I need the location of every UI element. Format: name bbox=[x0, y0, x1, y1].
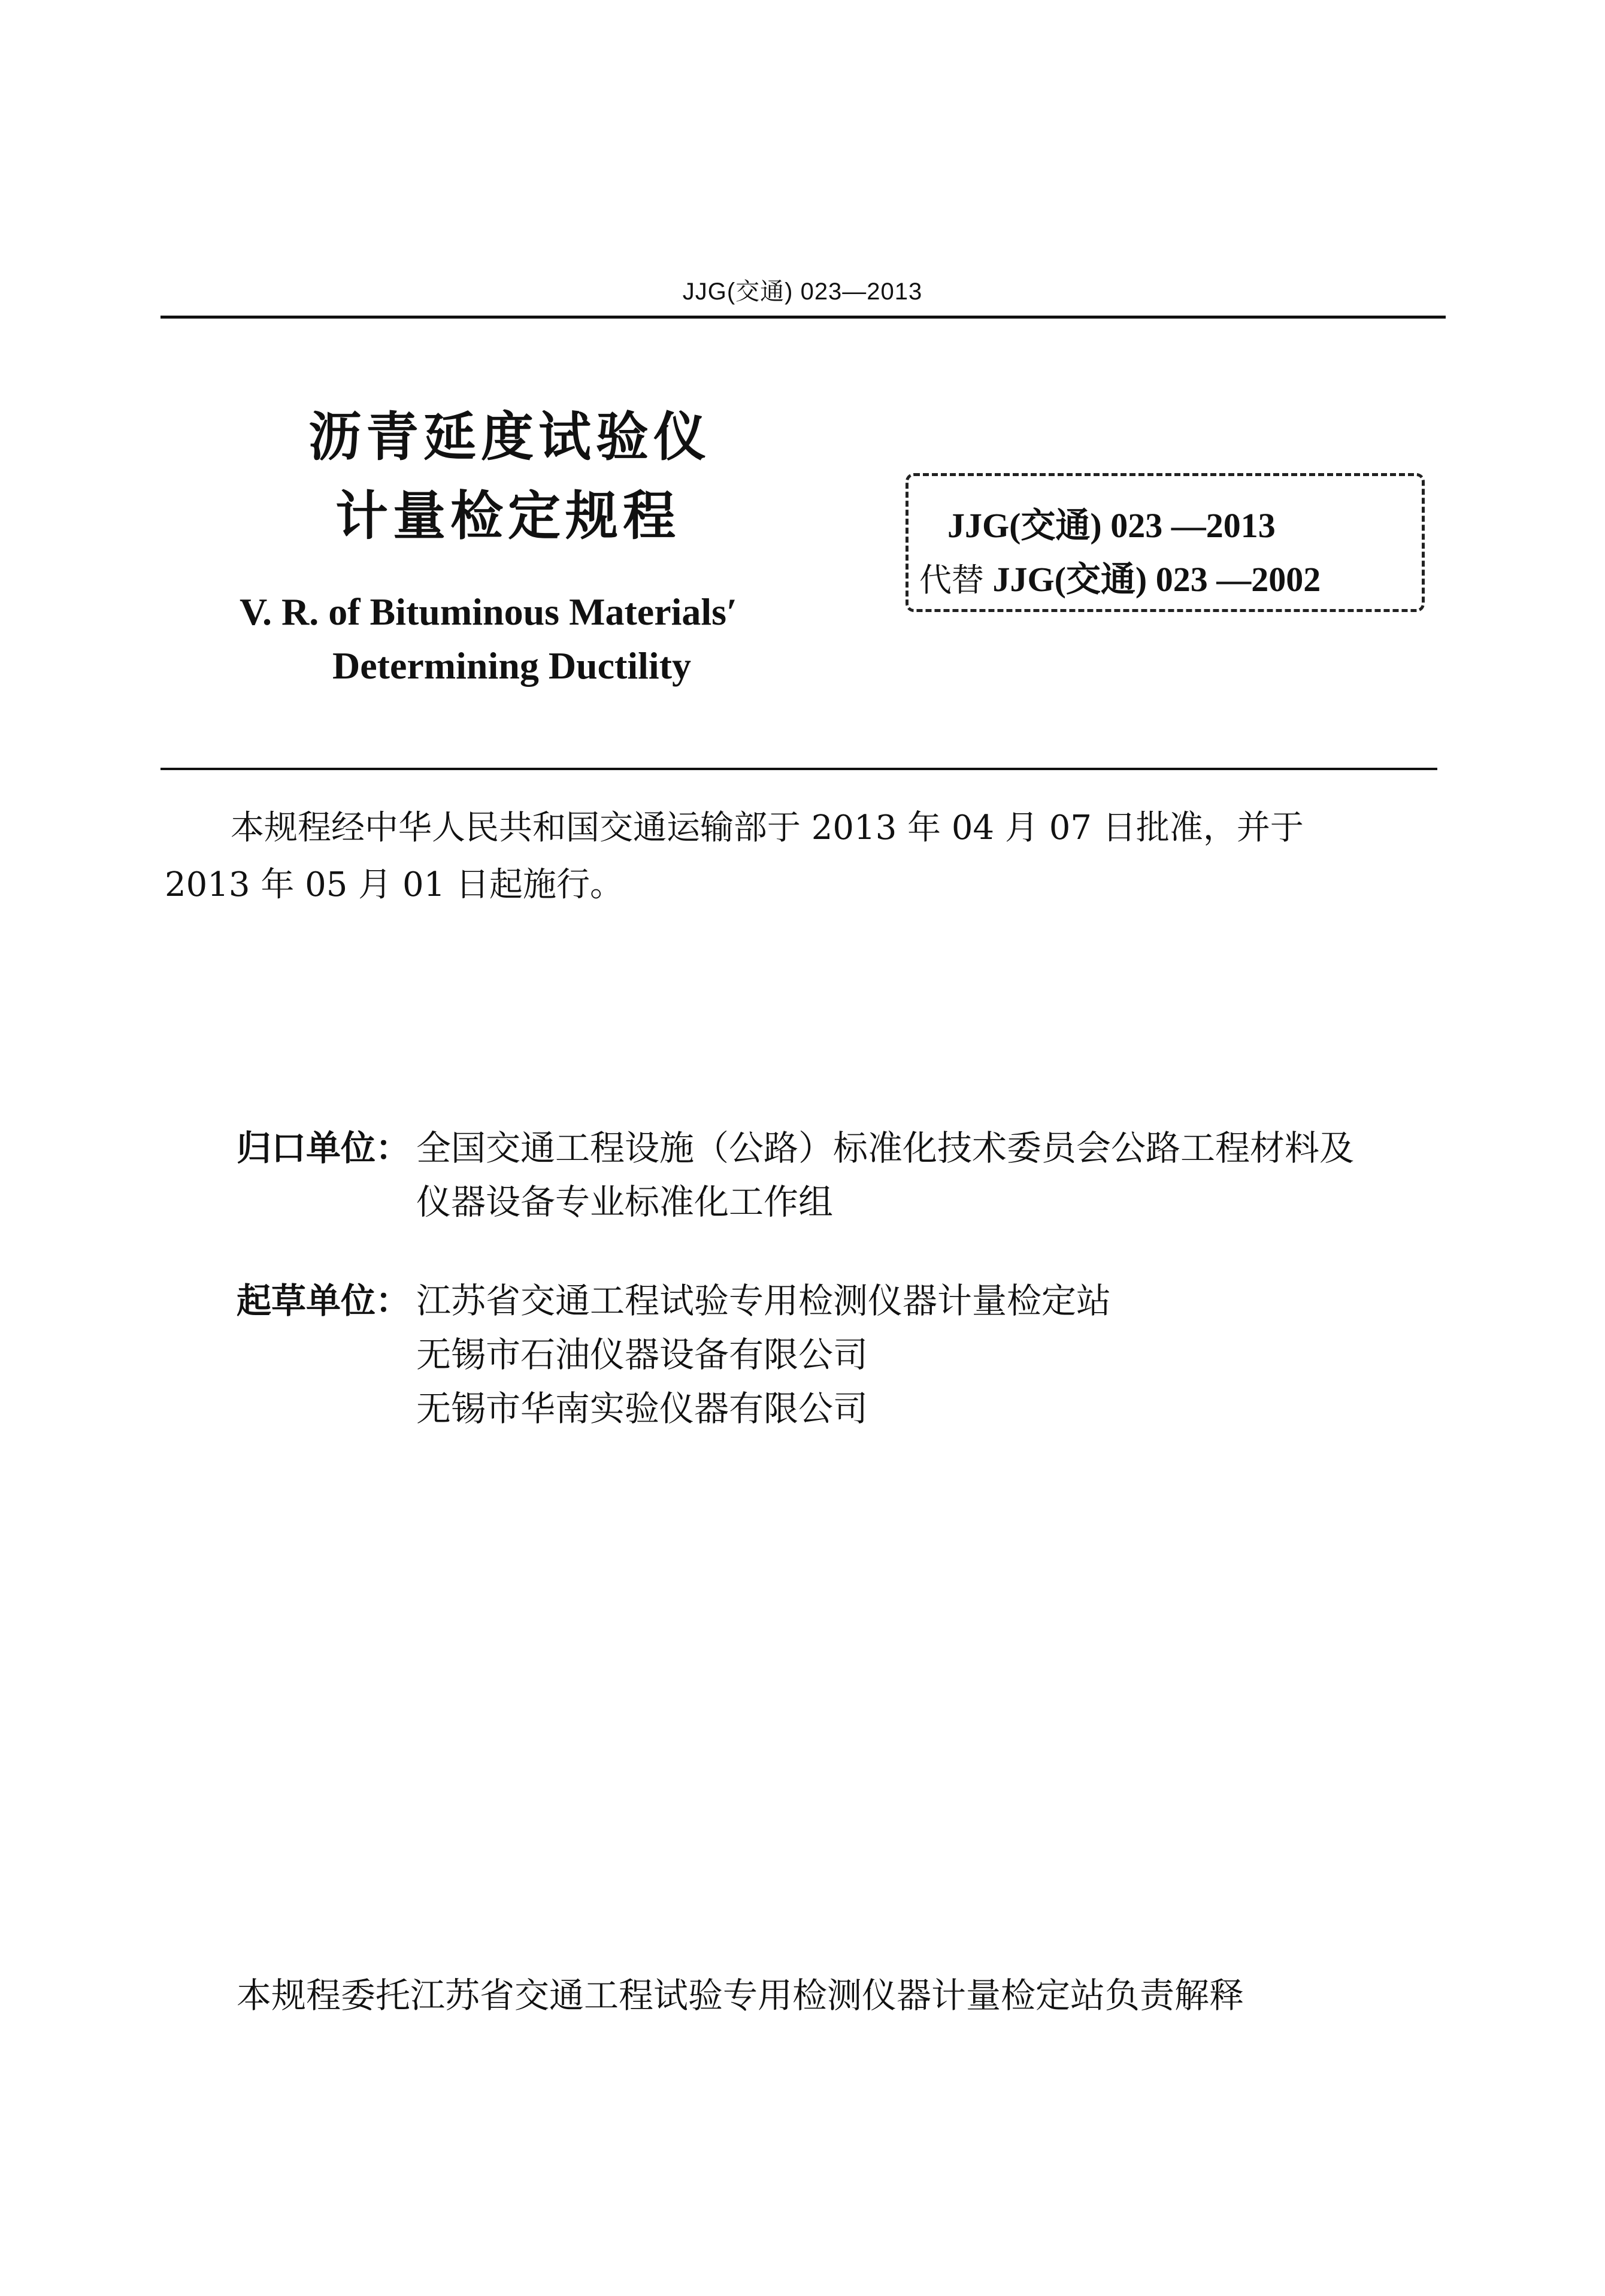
title-english-line-2: Determining Ductility bbox=[332, 644, 691, 687]
standard-code-replaced bbox=[919, 551, 1321, 601]
body-divider bbox=[160, 768, 1437, 770]
replaced-code-text: JJG(交通) 023 —2002 bbox=[992, 560, 1321, 599]
responsible-unit-line-2: 仪器设备专业标准化工作组 bbox=[416, 1182, 834, 1222]
responsible-unit-line-1: 全国交通工程设施（公路）标准化技术委员会公路工程材料及 bbox=[416, 1128, 1355, 1168]
title-chinese-line-2: 计量检定规程 bbox=[335, 485, 681, 547]
standard-code-current bbox=[947, 497, 1276, 547]
interpretation-note: 本规程委托江苏省交通工程试验专用检测仪器计量检定站负责解释 bbox=[237, 1975, 1244, 2016]
drafting-unit-label: 起草单位： bbox=[237, 1280, 411, 1321]
replaces-prefix: 代替 bbox=[919, 561, 984, 599]
header-standard-code: JJG(交通) 023—2013 bbox=[682, 278, 923, 305]
drafting-unit-line-2: 无锡市石油仪器设备有限公司 bbox=[416, 1334, 868, 1375]
drafting-unit-line-3: 无锡市华南实验仪器有限公司 bbox=[416, 1388, 868, 1429]
title-chinese-line-1: 沥青延度试验仪 bbox=[308, 406, 711, 468]
responsible-unit-label: 归口单位： bbox=[237, 1128, 411, 1168]
title-english-line-1: V. R. of Bituminous Materials′ bbox=[240, 590, 738, 633]
approval-text-line-1: 本规程经中华人民共和国交通运输部于 2013 年 04 月 07 日批准，并于 bbox=[231, 808, 1304, 847]
approval-text-line-2: 2013 年 05 月 01 日起施行。 bbox=[165, 865, 624, 904]
header-divider bbox=[160, 316, 1446, 319]
current-code-text: JJG(交通) 023 —2013 bbox=[947, 506, 1276, 545]
drafting-unit-line-1: 江苏省交通工程试验专用检测仪器计量检定站 bbox=[416, 1280, 1112, 1321]
